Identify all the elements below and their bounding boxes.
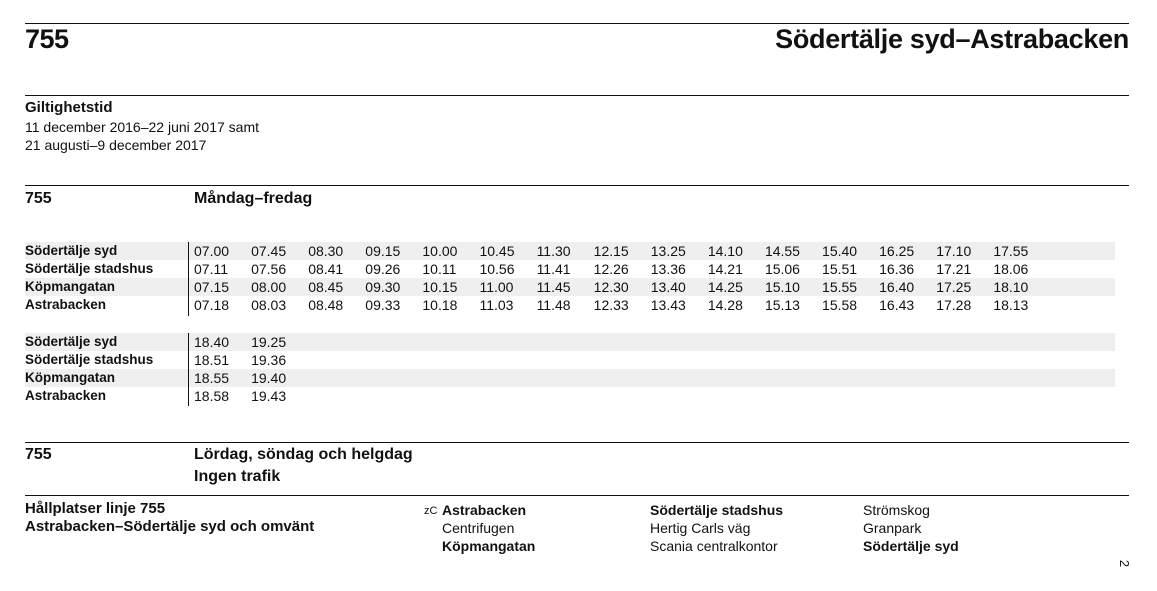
stops-column-3 xyxy=(863,501,959,555)
departure-time: 08.00 xyxy=(251,279,287,295)
departure-time: 15.06 xyxy=(764,261,800,277)
departure-time: 15.51 xyxy=(822,261,858,277)
departure-time: 08.45 xyxy=(308,279,344,295)
departure-times xyxy=(194,387,308,405)
departure-time: 10.45 xyxy=(479,243,515,259)
stop-name: Astrabacken xyxy=(25,297,107,312)
departure-time: 12.26 xyxy=(593,261,629,277)
stop-name: Astrabacken xyxy=(25,388,107,403)
departure-time: 11.41 xyxy=(536,261,571,277)
departure-time: 19.43 xyxy=(251,388,287,404)
departure-time: 17.28 xyxy=(936,297,972,313)
departure-times xyxy=(194,296,1050,314)
departure-time: 09.26 xyxy=(365,261,401,277)
departure-time: 17.21 xyxy=(936,261,972,277)
validity-title: Giltighetstid xyxy=(25,99,113,116)
validity-line-1: 11 december 2016–22 juni 2017 samt xyxy=(25,119,260,135)
zone-marker: zC xyxy=(424,505,438,517)
departure-time: 13.25 xyxy=(650,243,686,259)
departure-time: 12.33 xyxy=(593,297,629,313)
stop-name: Södertälje syd xyxy=(25,243,118,258)
departure-time: 14.25 xyxy=(707,279,743,295)
departure-time: 11.30 xyxy=(536,243,571,259)
weekend-title: Lördag, söndag och helgdag xyxy=(194,446,413,463)
departure-time: 18.51 xyxy=(194,352,230,368)
departure-time: 14.28 xyxy=(707,297,743,313)
stop-item: Södertälje stadshus xyxy=(650,502,784,518)
departure-time: 15.10 xyxy=(764,279,800,295)
departure-times xyxy=(194,260,1050,278)
weekend-rule xyxy=(25,442,1129,443)
stop-item xyxy=(424,501,535,519)
stop-name: Köpmangatan xyxy=(25,279,116,294)
stop-name: Södertälje stadshus xyxy=(25,261,154,276)
departure-times xyxy=(194,242,1050,260)
departure-time: 15.55 xyxy=(822,279,858,295)
departure-time: 16.25 xyxy=(879,243,915,259)
departure-times xyxy=(194,351,308,369)
departure-time: 08.41 xyxy=(308,261,344,277)
stops-heading xyxy=(25,500,314,536)
departure-time: 17.25 xyxy=(936,279,972,295)
departure-time: 07.18 xyxy=(194,297,230,313)
stop-item: Scania centralkontor xyxy=(650,538,778,554)
departure-time: 08.48 xyxy=(308,297,344,313)
stops-column-1 xyxy=(424,501,536,555)
departure-time: 07.45 xyxy=(251,243,287,259)
weekend-line-number: 755 xyxy=(25,446,52,463)
departure-time: 10.56 xyxy=(479,261,515,277)
departure-time: 10.00 xyxy=(422,243,458,259)
departure-time: 13.36 xyxy=(650,261,686,277)
departure-time: 14.21 xyxy=(707,261,743,277)
departure-time: 16.36 xyxy=(879,261,915,277)
departure-time: 10.18 xyxy=(422,297,458,313)
validity-rule xyxy=(25,95,1129,96)
departure-time: 15.58 xyxy=(822,297,858,313)
departure-time: 07.15 xyxy=(194,279,230,295)
departure-time: 18.58 xyxy=(194,388,230,404)
stops-title: Hållplatser linje 755 xyxy=(25,500,166,517)
departure-time: 13.40 xyxy=(650,279,686,295)
departure-time: 11.48 xyxy=(536,297,571,313)
stop-item: Köpmangatan xyxy=(442,538,536,554)
stop-item: Granpark xyxy=(863,520,922,536)
departure-time: 09.33 xyxy=(365,297,401,313)
departure-time: 15.40 xyxy=(822,243,858,259)
departure-time: 18.06 xyxy=(993,261,1029,277)
stop-item: Centrifugen xyxy=(442,520,515,536)
stop-name: Södertälje syd xyxy=(25,334,118,349)
departure-time: 16.40 xyxy=(879,279,915,295)
departure-time: 13.43 xyxy=(650,297,686,313)
timetable-divider-1 xyxy=(188,242,189,316)
departure-time: 18.13 xyxy=(993,297,1029,313)
departure-time: 16.43 xyxy=(879,297,915,313)
stop-item: Södertälje syd xyxy=(863,538,959,554)
departure-time: 15.13 xyxy=(764,297,800,313)
departure-time: 11.00 xyxy=(479,279,514,295)
departure-time: 19.40 xyxy=(251,370,287,386)
departure-time: 12.15 xyxy=(593,243,629,259)
stop-name: Södertälje stadshus xyxy=(25,352,154,367)
stop-item: Strömskog xyxy=(863,502,930,518)
stop-item: Hertig Carls väg xyxy=(650,520,751,536)
departure-time: 07.11 xyxy=(194,261,228,277)
departure-time: 10.15 xyxy=(422,279,458,295)
departure-time: 18.10 xyxy=(993,279,1029,295)
departure-times xyxy=(194,278,1050,296)
departure-time: 09.15 xyxy=(365,243,401,259)
departure-time: 08.03 xyxy=(251,297,287,313)
departure-times xyxy=(194,369,308,387)
weekday-rule xyxy=(25,185,1129,186)
departure-time: 19.25 xyxy=(251,334,287,350)
line-number: 755 xyxy=(25,24,69,54)
departure-time: 12.30 xyxy=(593,279,629,295)
departure-time: 07.00 xyxy=(194,243,230,259)
departure-time: 14.10 xyxy=(707,243,743,259)
stops-subtitle: Astrabacken–Södertälje syd och omvänt xyxy=(25,518,315,535)
departure-time: 10.11 xyxy=(422,261,457,277)
stops-rule xyxy=(25,495,1129,496)
timetable-divider-2 xyxy=(188,333,189,406)
departure-time: 19.36 xyxy=(251,352,287,368)
departure-time: 09.30 xyxy=(365,279,401,295)
departure-time: 08.30 xyxy=(308,243,344,259)
stop-name: Köpmangatan xyxy=(25,370,116,385)
weekday-line-number: 755 xyxy=(25,190,52,207)
departure-time: 11.45 xyxy=(536,279,571,295)
departure-time: 18.55 xyxy=(194,370,230,386)
departure-time: 17.10 xyxy=(936,243,972,259)
validity-line-2: 21 augusti–9 december 2017 xyxy=(25,137,207,153)
departure-time: 11.03 xyxy=(479,297,514,313)
weekday-title: Måndag–fredag xyxy=(194,190,313,207)
departure-time: 07.56 xyxy=(251,261,287,277)
stops-column-2 xyxy=(650,501,783,555)
stop-name: Astrabacken xyxy=(442,502,527,518)
route-title: Södertälje syd–Astrabacken xyxy=(775,24,1129,54)
departure-time: 18.40 xyxy=(194,334,230,350)
departure-time: 17.55 xyxy=(993,243,1029,259)
departure-times xyxy=(194,333,308,351)
weekend-note: Ingen trafik xyxy=(194,468,281,485)
page-number: 2 xyxy=(1116,559,1132,568)
departure-time: 14.55 xyxy=(764,243,800,259)
